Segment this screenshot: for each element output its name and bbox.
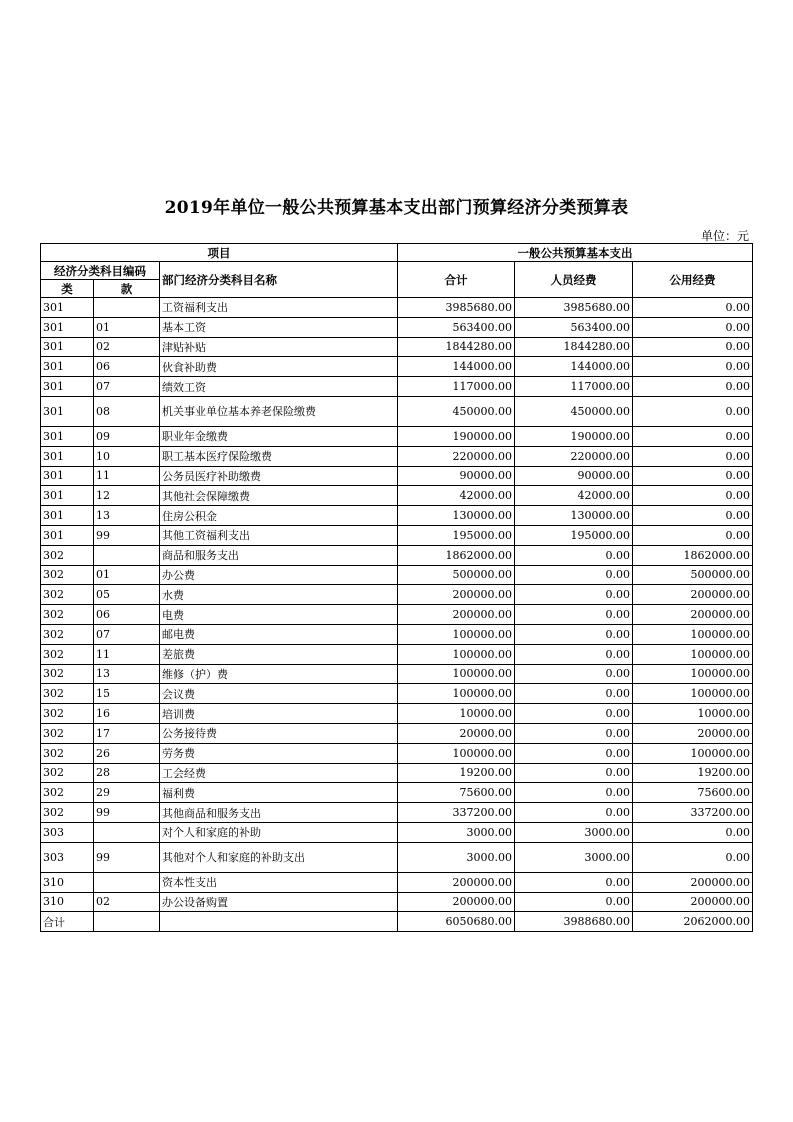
row-name: 住房公积金 xyxy=(160,506,398,526)
row-lei: 301 xyxy=(41,446,94,466)
row-personnel: 0.00 xyxy=(515,743,633,763)
row-personnel: 220000.00 xyxy=(515,446,633,466)
row-kuan: 15 xyxy=(94,684,160,704)
row-name: 职工基本医疗保险缴费 xyxy=(160,446,398,466)
row-public: 100000.00 xyxy=(633,743,753,763)
row-total: 90000.00 xyxy=(398,466,515,486)
row-kuan: 01 xyxy=(94,565,160,585)
row-kuan: 16 xyxy=(94,704,160,724)
row-lei: 301 xyxy=(41,337,94,357)
row-lei: 302 xyxy=(41,545,94,565)
row-public: 0.00 xyxy=(633,466,753,486)
row-name: 办公设备购置 xyxy=(160,892,398,912)
row-public: 10000.00 xyxy=(633,704,753,724)
row-kuan: 09 xyxy=(94,426,160,446)
summary-empty-kuan xyxy=(94,912,160,932)
table-row xyxy=(41,842,753,872)
table-row xyxy=(41,872,753,892)
row-public: 0.00 xyxy=(633,525,753,545)
row-total: 19200.00 xyxy=(398,763,515,783)
row-personnel: 195000.00 xyxy=(515,525,633,545)
row-kuan xyxy=(94,298,160,318)
table-row xyxy=(41,723,753,743)
row-public: 0.00 xyxy=(633,298,753,318)
table-row xyxy=(41,684,753,704)
row-public: 337200.00 xyxy=(633,803,753,823)
table-row xyxy=(41,466,753,486)
row-lei: 302 xyxy=(41,644,94,664)
row-lei: 301 xyxy=(41,486,94,506)
row-lei: 302 xyxy=(41,605,94,625)
row-kuan: 26 xyxy=(94,743,160,763)
row-personnel: 0.00 xyxy=(515,624,633,644)
row-total: 220000.00 xyxy=(398,446,515,466)
row-kuan: 13 xyxy=(94,664,160,684)
row-lei: 301 xyxy=(41,426,94,446)
summary-row xyxy=(41,912,753,932)
table-row xyxy=(41,377,753,397)
row-kuan: 99 xyxy=(94,525,160,545)
row-name: 水费 xyxy=(160,585,398,605)
row-lei: 303 xyxy=(41,842,94,872)
table-row xyxy=(41,664,753,684)
row-kuan: 99 xyxy=(94,803,160,823)
row-name: 绩效工资 xyxy=(160,377,398,397)
summary-empty-name xyxy=(160,912,398,932)
row-lei: 303 xyxy=(41,822,94,842)
row-lei: 302 xyxy=(41,624,94,644)
row-total: 1844280.00 xyxy=(398,337,515,357)
row-total: 1862000.00 xyxy=(398,545,515,565)
row-kuan xyxy=(94,822,160,842)
row-kuan: 11 xyxy=(94,644,160,664)
row-lei: 302 xyxy=(41,783,94,803)
row-lei: 302 xyxy=(41,704,94,724)
row-personnel: 0.00 xyxy=(515,783,633,803)
row-public: 0.00 xyxy=(633,357,753,377)
row-total: 200000.00 xyxy=(398,872,515,892)
row-public: 0.00 xyxy=(633,426,753,446)
row-personnel: 0.00 xyxy=(515,763,633,783)
row-total: 75600.00 xyxy=(398,783,515,803)
row-personnel: 1844280.00 xyxy=(515,337,633,357)
table-row xyxy=(41,822,753,842)
row-lei: 301 xyxy=(41,377,94,397)
row-kuan: 99 xyxy=(94,842,160,872)
row-kuan: 07 xyxy=(94,377,160,397)
row-personnel: 90000.00 xyxy=(515,466,633,486)
row-public: 1862000.00 xyxy=(633,545,753,565)
row-kuan: 02 xyxy=(94,337,160,357)
row-kuan xyxy=(94,545,160,565)
row-kuan: 05 xyxy=(94,585,160,605)
table-row xyxy=(41,565,753,585)
table-row xyxy=(41,585,753,605)
row-name: 差旅费 xyxy=(160,644,398,664)
row-public: 200000.00 xyxy=(633,605,753,625)
row-lei: 302 xyxy=(41,803,94,823)
summary-public: 2062000.00 xyxy=(633,912,753,932)
row-personnel: 0.00 xyxy=(515,565,633,585)
row-public: 0.00 xyxy=(633,486,753,506)
row-personnel: 3985680.00 xyxy=(515,298,633,318)
row-name: 工资福利支出 xyxy=(160,298,398,318)
header-econ-code: 经济分类科目编码 xyxy=(41,262,160,280)
row-kuan: 29 xyxy=(94,783,160,803)
row-name: 对个人和家庭的补助 xyxy=(160,822,398,842)
row-public: 0.00 xyxy=(633,822,753,842)
row-public: 0.00 xyxy=(633,377,753,397)
unit-label: 单位：元 xyxy=(700,229,749,243)
table-row xyxy=(41,704,753,724)
row-lei: 301 xyxy=(41,466,94,486)
row-total: 144000.00 xyxy=(398,357,515,377)
row-public: 0.00 xyxy=(633,317,753,337)
row-name: 其他工资福利支出 xyxy=(160,525,398,545)
budget-table xyxy=(40,243,753,932)
row-name: 机关事业单位基本养老保险缴费 xyxy=(160,396,398,426)
row-public: 0.00 xyxy=(633,337,753,357)
row-total: 3985680.00 xyxy=(398,298,515,318)
table-row xyxy=(41,545,753,565)
header-total: 合计 xyxy=(398,262,515,298)
row-lei: 301 xyxy=(41,357,94,377)
table-row xyxy=(41,743,753,763)
table-body xyxy=(41,298,753,912)
row-name: 津贴补贴 xyxy=(160,337,398,357)
row-total: 3000.00 xyxy=(398,842,515,872)
row-kuan: 07 xyxy=(94,624,160,644)
row-personnel: 0.00 xyxy=(515,545,633,565)
row-public: 0.00 xyxy=(633,446,753,466)
row-name: 劳务费 xyxy=(160,743,398,763)
row-personnel: 0.00 xyxy=(515,644,633,664)
table-row xyxy=(41,506,753,526)
row-total: 3000.00 xyxy=(398,822,515,842)
row-lei: 302 xyxy=(41,565,94,585)
row-kuan: 13 xyxy=(94,506,160,526)
row-name: 伙食补助费 xyxy=(160,357,398,377)
row-public: 0.00 xyxy=(633,396,753,426)
row-total: 563400.00 xyxy=(398,317,515,337)
row-lei: 301 xyxy=(41,506,94,526)
row-personnel: 450000.00 xyxy=(515,396,633,426)
row-public: 200000.00 xyxy=(633,585,753,605)
row-lei: 302 xyxy=(41,664,94,684)
row-personnel: 3000.00 xyxy=(515,822,633,842)
row-total: 100000.00 xyxy=(398,743,515,763)
row-lei: 310 xyxy=(41,892,94,912)
row-name: 培训费 xyxy=(160,704,398,724)
table-row xyxy=(41,803,753,823)
header-name: 部门经济分类科目名称 xyxy=(160,262,398,298)
row-name: 资本性支出 xyxy=(160,872,398,892)
row-public: 500000.00 xyxy=(633,565,753,585)
row-public: 200000.00 xyxy=(633,892,753,912)
page-title: 2019年单位一般公共预算基本支出部门预算经济分类预算表 xyxy=(164,198,629,218)
row-personnel: 144000.00 xyxy=(515,357,633,377)
row-lei: 302 xyxy=(41,743,94,763)
row-lei: 302 xyxy=(41,763,94,783)
row-personnel: 130000.00 xyxy=(515,506,633,526)
row-total: 10000.00 xyxy=(398,704,515,724)
row-name: 商品和服务支出 xyxy=(160,545,398,565)
row-name: 会议费 xyxy=(160,684,398,704)
row-total: 100000.00 xyxy=(398,684,515,704)
row-lei: 302 xyxy=(41,723,94,743)
header-public: 公用经费 xyxy=(633,262,753,298)
row-public: 100000.00 xyxy=(633,644,753,664)
row-total: 195000.00 xyxy=(398,525,515,545)
row-lei: 302 xyxy=(41,684,94,704)
row-name: 福利费 xyxy=(160,783,398,803)
row-public: 200000.00 xyxy=(633,872,753,892)
row-total: 100000.00 xyxy=(398,664,515,684)
header-lei: 类 xyxy=(41,280,94,298)
table-row xyxy=(41,892,753,912)
row-lei: 301 xyxy=(41,525,94,545)
header-item: 项目 xyxy=(41,244,398,262)
row-public: 100000.00 xyxy=(633,684,753,704)
table-row xyxy=(41,298,753,318)
row-name: 职业年金缴费 xyxy=(160,426,398,446)
row-total: 100000.00 xyxy=(398,644,515,664)
row-total: 200000.00 xyxy=(398,605,515,625)
row-public: 100000.00 xyxy=(633,624,753,644)
row-personnel: 563400.00 xyxy=(515,317,633,337)
row-kuan xyxy=(94,872,160,892)
row-kuan: 08 xyxy=(94,396,160,426)
row-personnel: 190000.00 xyxy=(515,426,633,446)
table-row xyxy=(41,317,753,337)
summary-label: 合计 xyxy=(41,912,94,932)
table-row xyxy=(41,337,753,357)
header-personnel: 人员经费 xyxy=(515,262,633,298)
row-public: 100000.00 xyxy=(633,664,753,684)
row-public: 0.00 xyxy=(633,842,753,872)
row-name: 电费 xyxy=(160,605,398,625)
row-name: 维修（护）费 xyxy=(160,664,398,684)
row-personnel: 0.00 xyxy=(515,803,633,823)
row-name: 其他商品和服务支出 xyxy=(160,803,398,823)
row-kuan: 12 xyxy=(94,486,160,506)
row-kuan: 10 xyxy=(94,446,160,466)
row-lei: 301 xyxy=(41,396,94,426)
row-lei: 301 xyxy=(41,298,94,318)
row-name: 公务接待费 xyxy=(160,723,398,743)
row-personnel: 0.00 xyxy=(515,585,633,605)
row-personnel: 0.00 xyxy=(515,704,633,724)
table-row xyxy=(41,783,753,803)
row-name: 邮电费 xyxy=(160,624,398,644)
row-total: 500000.00 xyxy=(398,565,515,585)
header-kuan: 款 xyxy=(94,280,160,298)
header-general-budget: 一般公共预算基本支出 xyxy=(398,244,753,262)
row-personnel: 0.00 xyxy=(515,684,633,704)
row-public: 20000.00 xyxy=(633,723,753,743)
summary-personnel: 3988680.00 xyxy=(515,912,633,932)
table-row xyxy=(41,644,753,664)
row-public: 75600.00 xyxy=(633,783,753,803)
row-name: 公务员医疗补助缴费 xyxy=(160,466,398,486)
row-name: 其他社会保障缴费 xyxy=(160,486,398,506)
row-total: 200000.00 xyxy=(398,585,515,605)
table-row xyxy=(41,605,753,625)
row-name: 办公费 xyxy=(160,565,398,585)
row-kuan: 02 xyxy=(94,892,160,912)
table-row xyxy=(41,763,753,783)
row-personnel: 117000.00 xyxy=(515,377,633,397)
row-lei: 301 xyxy=(41,317,94,337)
row-total: 100000.00 xyxy=(398,624,515,644)
row-name: 工会经费 xyxy=(160,763,398,783)
summary-total: 6050680.00 xyxy=(398,912,515,932)
row-personnel: 0.00 xyxy=(515,892,633,912)
row-public: 0.00 xyxy=(633,506,753,526)
table-row xyxy=(41,357,753,377)
table-row xyxy=(41,624,753,644)
row-total: 130000.00 xyxy=(398,506,515,526)
row-lei: 302 xyxy=(41,585,94,605)
table-row xyxy=(41,525,753,545)
row-total: 337200.00 xyxy=(398,803,515,823)
row-total: 20000.00 xyxy=(398,723,515,743)
row-kuan: 06 xyxy=(94,605,160,625)
row-kuan: 17 xyxy=(94,723,160,743)
row-total: 42000.00 xyxy=(398,486,515,506)
row-personnel: 0.00 xyxy=(515,723,633,743)
row-kuan: 01 xyxy=(94,317,160,337)
table-row xyxy=(41,446,753,466)
table-row xyxy=(41,486,753,506)
row-personnel: 42000.00 xyxy=(515,486,633,506)
row-personnel: 0.00 xyxy=(515,872,633,892)
row-total: 200000.00 xyxy=(398,892,515,912)
row-personnel: 0.00 xyxy=(515,664,633,684)
row-kuan: 06 xyxy=(94,357,160,377)
row-total: 190000.00 xyxy=(398,426,515,446)
row-public: 19200.00 xyxy=(633,763,753,783)
row-kuan: 28 xyxy=(94,763,160,783)
row-name: 基本工资 xyxy=(160,317,398,337)
row-personnel: 0.00 xyxy=(515,605,633,625)
row-total: 117000.00 xyxy=(398,377,515,397)
row-kuan: 11 xyxy=(94,466,160,486)
row-personnel: 3000.00 xyxy=(515,842,633,872)
row-lei: 310 xyxy=(41,872,94,892)
row-name: 其他对个人和家庭的补助支出 xyxy=(160,842,398,872)
table-header xyxy=(41,244,753,298)
table-row xyxy=(41,396,753,426)
table-row xyxy=(41,426,753,446)
row-total: 450000.00 xyxy=(398,396,515,426)
